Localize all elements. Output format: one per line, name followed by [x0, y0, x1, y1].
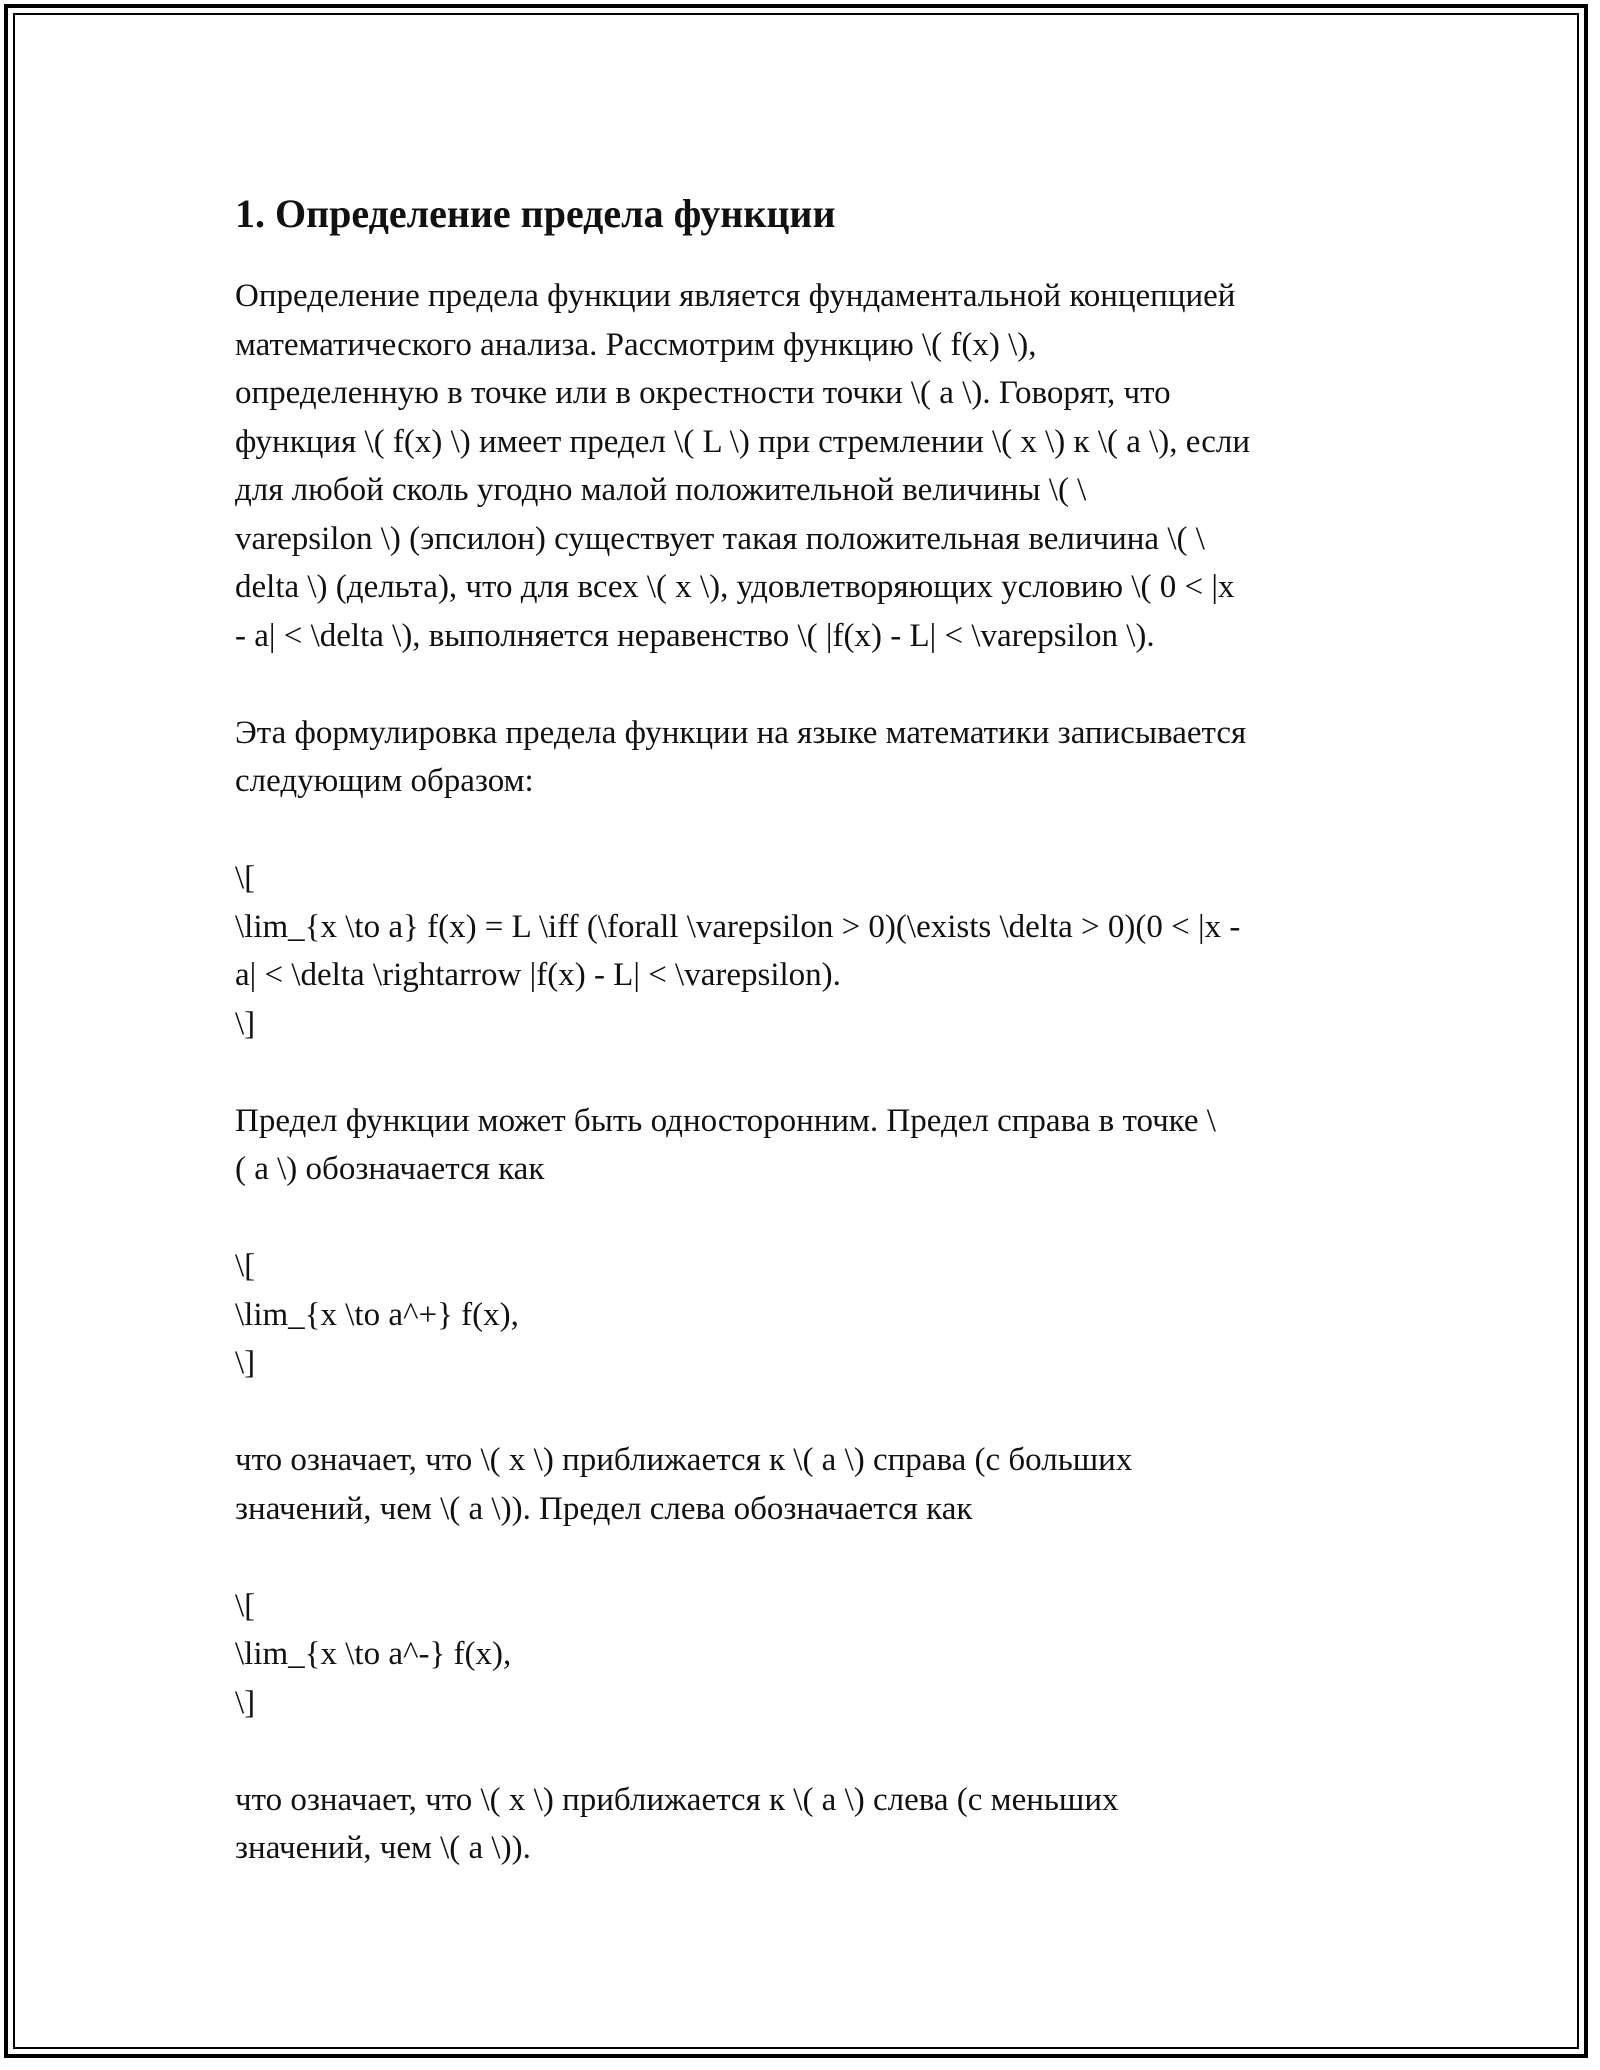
text-line: Эта формулировка предела функции на языке математики записывается [235, 714, 1247, 751]
paragraph-left-meaning [235, 1776, 1375, 1873]
formula-line: \lim_{x \to a^+} f(x), [235, 1296, 519, 1333]
text-line: математического анализа. Рассмотрим функцию \( f(x) \), [235, 326, 1037, 363]
paragraph-formulation [235, 709, 1375, 806]
blank-line [235, 1048, 1375, 1097]
text-line: - a| < \delta \), выполняется неравенство \( |f(x) - L| < \varepsilon \). [235, 617, 1155, 654]
formula-line: \lim_{x \to a} f(x) = L \iff (\forall \varepsilon > 0)(\exists \delta > 0)(0 < |x - [235, 908, 1241, 945]
formula-line: \[ [235, 1248, 256, 1284]
text-line: Предел функции может быть односторонним. Предел справа в точке \ [235, 1102, 1216, 1139]
blank-line [235, 660, 1375, 709]
text-line: что означает, что \( x \) приближается к \( a \) справа (с больших [235, 1442, 1133, 1478]
blank-line [235, 1533, 1375, 1582]
paragraph-definition [235, 272, 1375, 660]
formula-line: \[ [235, 860, 256, 896]
formula-line: \lim_{x \to a^-} f(x), [235, 1636, 512, 1672]
formula-line: a| < \delta \rightarrow |f(x) - L| < \varepsilon). [235, 957, 841, 993]
blank-line [235, 1194, 1375, 1243]
blank-line [235, 1727, 1375, 1776]
section-heading: 1. Определение предела функции [235, 191, 836, 236]
text-line: функция \( f(x) \) имеет предел \( L \) при стремлении \( x \) к \( a \), если [235, 423, 1251, 460]
formula-line: \] [235, 1345, 256, 1381]
blank-line [235, 806, 1375, 855]
paragraph-right-meaning [235, 1436, 1375, 1533]
formula-right-limit [235, 1242, 1375, 1388]
formula-line: \] [235, 1005, 256, 1042]
text-line: varepsilon \) (эпсилон) существует такая положительная величина \( \ [235, 520, 1205, 557]
paragraph-one-sided [235, 1097, 1375, 1194]
document-body [235, 186, 1375, 1873]
text-line: Определение предела функции является фундаментальной концепцией [235, 278, 1236, 314]
formula-line: \[ [235, 1587, 256, 1624]
formula-line: \] [235, 1684, 256, 1721]
text-line: для любой сколь угодно малой положительной величины \( \ [235, 472, 1087, 508]
text-line: что означает, что \( x \) приближается к \( a \) слева (с меньших [235, 1781, 1119, 1818]
text-line: ( a \) обозначается как [235, 1151, 545, 1187]
blank-line [235, 1388, 1375, 1437]
text-line: значений, чем \( a \)). [235, 1830, 531, 1866]
text-line: значений, чем \( a \)). Предел слева обозначается как [235, 1490, 973, 1527]
text-line: следующим образом: [235, 763, 534, 799]
formula-left-limit [235, 1582, 1375, 1728]
formula-limit-definition [235, 854, 1375, 1048]
text-line: определенную в точке или в окрестности точки \( a \). Говорят, что [235, 375, 1171, 411]
text-line: delta \) (дельта), что для всех \( x \), удовлетворяющих условию \( 0 < |x [235, 569, 1235, 605]
